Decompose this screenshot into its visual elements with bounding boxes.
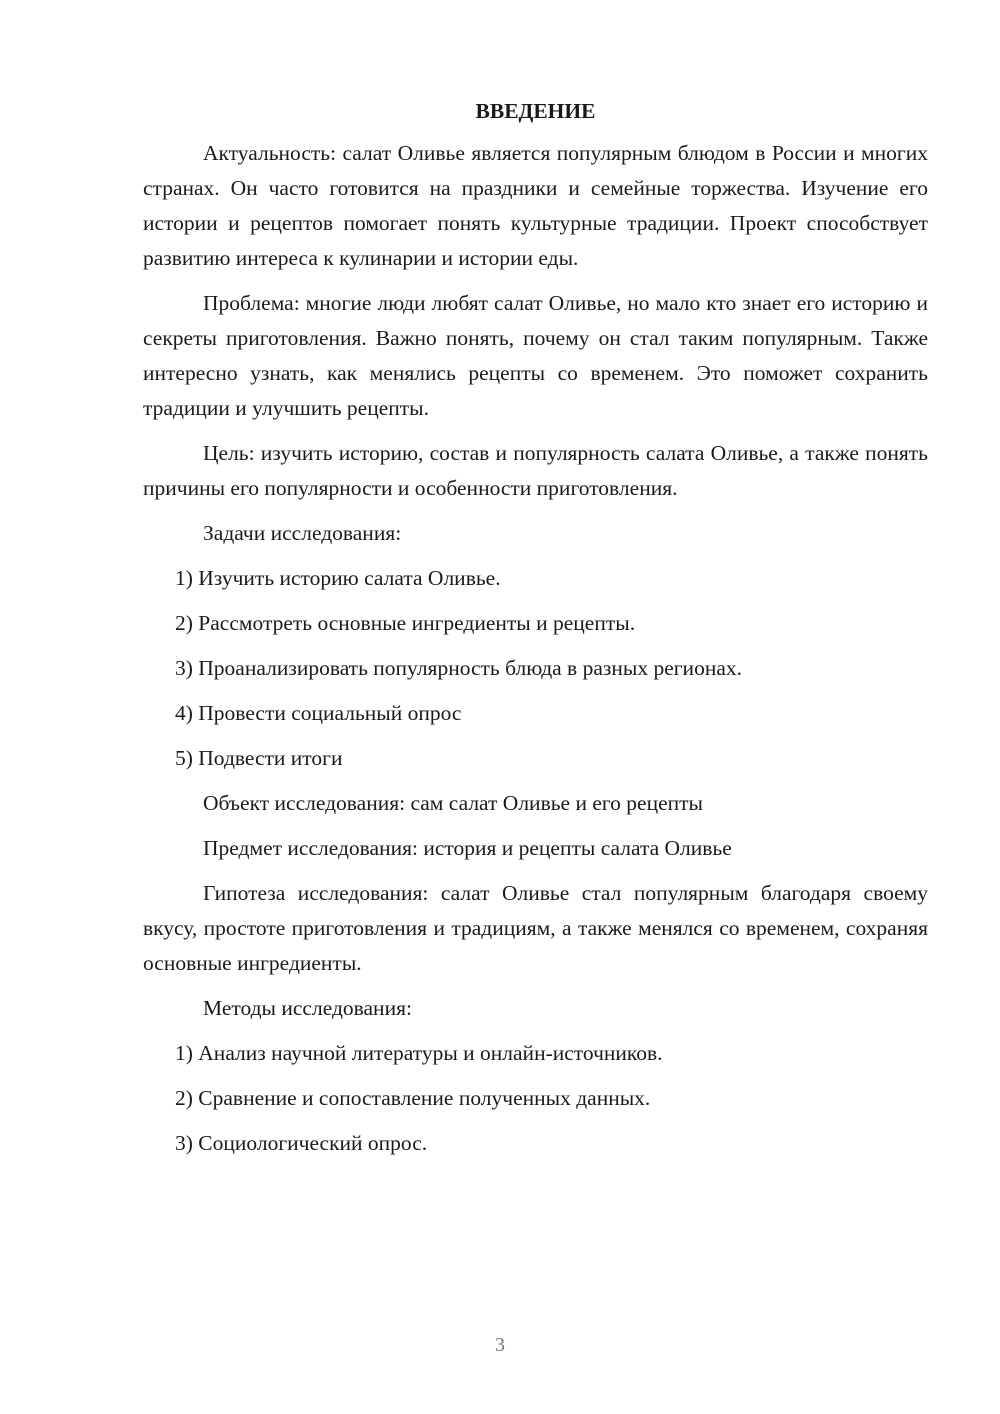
task-item-5: 5) Подвести итоги <box>175 746 343 770</box>
method-item-2: 2) Сравнение и сопоставление полученных данных. <box>175 1086 651 1110</box>
methods-heading: Методы исследования: <box>203 996 412 1020</box>
task-item-4: 4) Провести социальный опрос <box>175 701 462 725</box>
problem-paragraph: Проблема: многие люди любят салат Оливье, но мало кто знает его историю и секреты приготовления. Важно понять, почему он стал таким популярным. Также интересно узнать, как менялись рецепты со временем. Это поможет сохранить традиции и улучшить рецепты. <box>143 291 928 420</box>
goal-paragraph: Цель: изучить историю, состав и популярность салата Оливье, а также понять причины его популярности и особенности приготовления. <box>143 441 928 500</box>
method-item-1: 1) Анализ научной литературы и онлайн-источников. <box>175 1041 663 1065</box>
page-number: 3 <box>495 1334 505 1356</box>
tasks-heading: Задачи исследования: <box>203 521 402 545</box>
object-paragraph: Объект исследования: сам салат Оливье и его рецепты <box>203 791 703 815</box>
section-title: ВВЕДЕНИЕ <box>475 99 596 123</box>
task-item-1: 1) Изучить историю салата Оливье. <box>175 566 501 590</box>
hypothesis-paragraph: Гипотеза исследования: салат Оливье стал популярным благодаря своему вкусу, простоте приготовления и традициям, а также менялся со временем, сохраняя основные ингредиенты. <box>143 881 928 975</box>
method-item-3: 3) Социологический опрос. <box>175 1131 428 1155</box>
subject-paragraph: Предмет исследования: история и рецепты салата Оливье <box>203 836 732 860</box>
task-item-2: 2) Рассмотреть основные ингредиенты и рецепты. <box>175 611 636 635</box>
task-item-3: 3) Проанализировать популярность блюда в разных регионах. <box>175 656 742 680</box>
relevance-paragraph: Актуальность: салат Оливье является популярным блюдом в России и многих странах. Он часто готовится на праздники и семейные торжества. Изучение его истории и рецептов помогает понять культурные традиции. Проект способствует развитию интереса к кулинарии и истории еды. <box>143 141 928 270</box>
page-content <box>143 96 928 1171</box>
